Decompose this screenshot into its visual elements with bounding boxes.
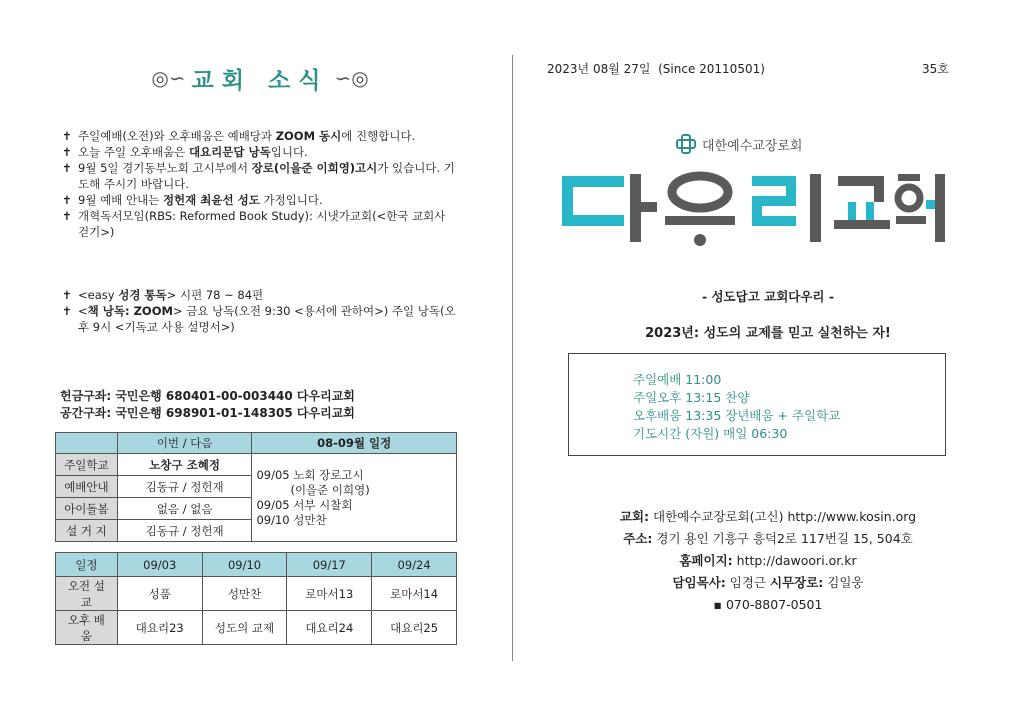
duty-value: 없음 / 없음 — [117, 498, 252, 520]
sermon-table — [55, 552, 457, 645]
duty-header-current: 이번 / 다음 — [117, 433, 252, 454]
cross-bullet-icon: ✝ — [62, 161, 72, 175]
duty-value: 노창구 조혜정 — [117, 454, 252, 476]
left-flourish-icon: ◎∽ — [151, 66, 186, 90]
homepage-link[interactable]: http://dawoori.or.kr — [732, 553, 857, 568]
news-item: ✝ <easy 성경 통독> 시편 78 ~ 84편 — [62, 288, 264, 302]
cross-bullet-icon: ✝ — [62, 288, 72, 302]
sermon-header: 09/17 — [287, 553, 372, 577]
sermon-cell: 성도의 교제 — [202, 611, 287, 645]
church-cross-icon — [676, 134, 696, 154]
space-account: 공간구좌: 국민은행 698901-01-148305 다우리교회 — [60, 406, 355, 420]
homepage-line: 홈페이지: http://dawoori.or.kr — [679, 553, 857, 568]
address-line: 주소: 경기 용인 기흥구 흥덕2로 117번길 15, 504호 — [623, 531, 913, 546]
duty-label: 예배안내 — [56, 476, 118, 498]
duty-value: 김동규 / 정헌재 — [117, 476, 252, 498]
sermon-cell: 성품 — [117, 577, 202, 611]
reading-list — [60, 287, 460, 335]
duty-table — [55, 432, 457, 542]
logo-glyph-da — [562, 174, 657, 242]
duty-header-schedule: 08-09월 일정 — [252, 433, 457, 454]
duty-label: 아이돌봄 — [56, 498, 118, 520]
sermon-cell: 대요리25 — [372, 611, 457, 645]
church-logo — [560, 170, 950, 250]
sermon-header: 09/24 — [372, 553, 457, 577]
service-time: 주일예배 11:00 — [633, 372, 722, 387]
sermon-header: 09/03 — [117, 553, 202, 577]
sermon-cell: 로마서13 — [287, 577, 372, 611]
denomination-label: 대한예수교장로회 — [676, 134, 802, 154]
sermon-row-label: 오전 설교 — [56, 577, 118, 611]
news-list — [60, 128, 460, 240]
monthly-schedule: 09/05 노회 장로고시 (이을준 이희영) 09/05 서부 시찰회 09/10 성만찬 — [252, 454, 457, 542]
duty-label: 주일학교 — [56, 454, 118, 476]
news-item: ✝ 9월 예배 안내는 정헌재 최윤선 성도 가정입니다. — [62, 193, 323, 207]
sermon-cell: 대요리24 — [287, 611, 372, 645]
bulletin-date: 2023년 08월 27일 (Since 20110501) — [547, 62, 765, 76]
sermon-cell: 성만찬 — [202, 577, 287, 611]
logo-glyph-gyo — [834, 176, 890, 229]
news-item: ✝ 9월 5일 경기동부노회 고시부에서 장로(이을준 이희영)고시가 있습니다. 기도해 주시기 바랍니다. — [62, 161, 455, 191]
cross-bullet-icon: ✝ — [62, 209, 72, 223]
cross-bullet-icon: ✝ — [62, 193, 72, 207]
church-denomination-line: 교회: 대한예수교장로회(고신) http://www.kosin.org — [619, 509, 917, 524]
right-flourish-icon: ∽◎ — [334, 66, 369, 90]
sermon-header: 09/10 — [202, 553, 287, 577]
offering-account: 헌금구좌: 국민은행 680401-00-003440 다우리교회 — [60, 389, 355, 403]
service-times-box — [568, 353, 946, 456]
issue-number: 35호 — [922, 62, 949, 76]
cross-bullet-icon: ✝ — [62, 145, 72, 159]
sermon-header: 일정 — [56, 553, 118, 577]
sermon-row-label: 오후 배움 — [56, 611, 118, 645]
news-item: ✝ <책 낭독: ZOOM> 금요 낭독(오전 9:30 <용서에 관하여>) 주일 낭독(오후 9시 <기독교 사용 설명서>) — [62, 304, 456, 334]
cross-bullet-icon: ✝ — [62, 304, 72, 318]
sermon-cell: 대요리23 — [117, 611, 202, 645]
logo-glyph-u — [665, 176, 735, 246]
cross-bullet-icon: ✝ — [62, 129, 72, 143]
slogan: - 성도답고 교회다우리 - — [701, 289, 835, 304]
service-time: 주일오후 13:15 찬양 — [633, 390, 750, 405]
church-info — [512, 506, 1024, 616]
service-time: 기도시간 (자원) 매일 06:30 — [633, 426, 788, 441]
logo-glyph-hoe — [896, 174, 945, 242]
news-title-text: 교회 소식 — [191, 66, 329, 94]
logo-glyph-ri — [752, 174, 821, 242]
bank-accounts — [60, 388, 355, 422]
news-item: ✝ 개혁독서모임(RBS: Reformed Book Study): 시냇가교회(<한국 교회사 걷기>) — [62, 209, 446, 239]
duty-value: 김동규 / 정헌재 — [117, 520, 252, 542]
pastor-line: 담임목사: 임경근 시무장로: 김일웅 — [672, 575, 864, 590]
svg-text:다우리교회: 다우리교회 — [560, 170, 565, 171]
phone-line: ▪ 070-8807-0501 — [713, 597, 823, 612]
news-item: ✝ 오늘 주일 오후배움은 대요리문답 낭독입니다. — [62, 145, 308, 159]
service-time: 오후배움 13:35 장년배움 + 주일학교 — [633, 408, 841, 423]
sermon-cell: 로마서14 — [372, 577, 457, 611]
year-motto: 2023년: 성도의 교제를 믿고 실천하는 자! — [645, 326, 891, 341]
news-title — [135, 58, 385, 98]
duty-label: 설 거 지 — [56, 520, 118, 542]
news-item: ✝ 주일예배(오전)와 오후배움은 예배당과 ZOOM 동시에 진행합니다. — [62, 129, 416, 143]
